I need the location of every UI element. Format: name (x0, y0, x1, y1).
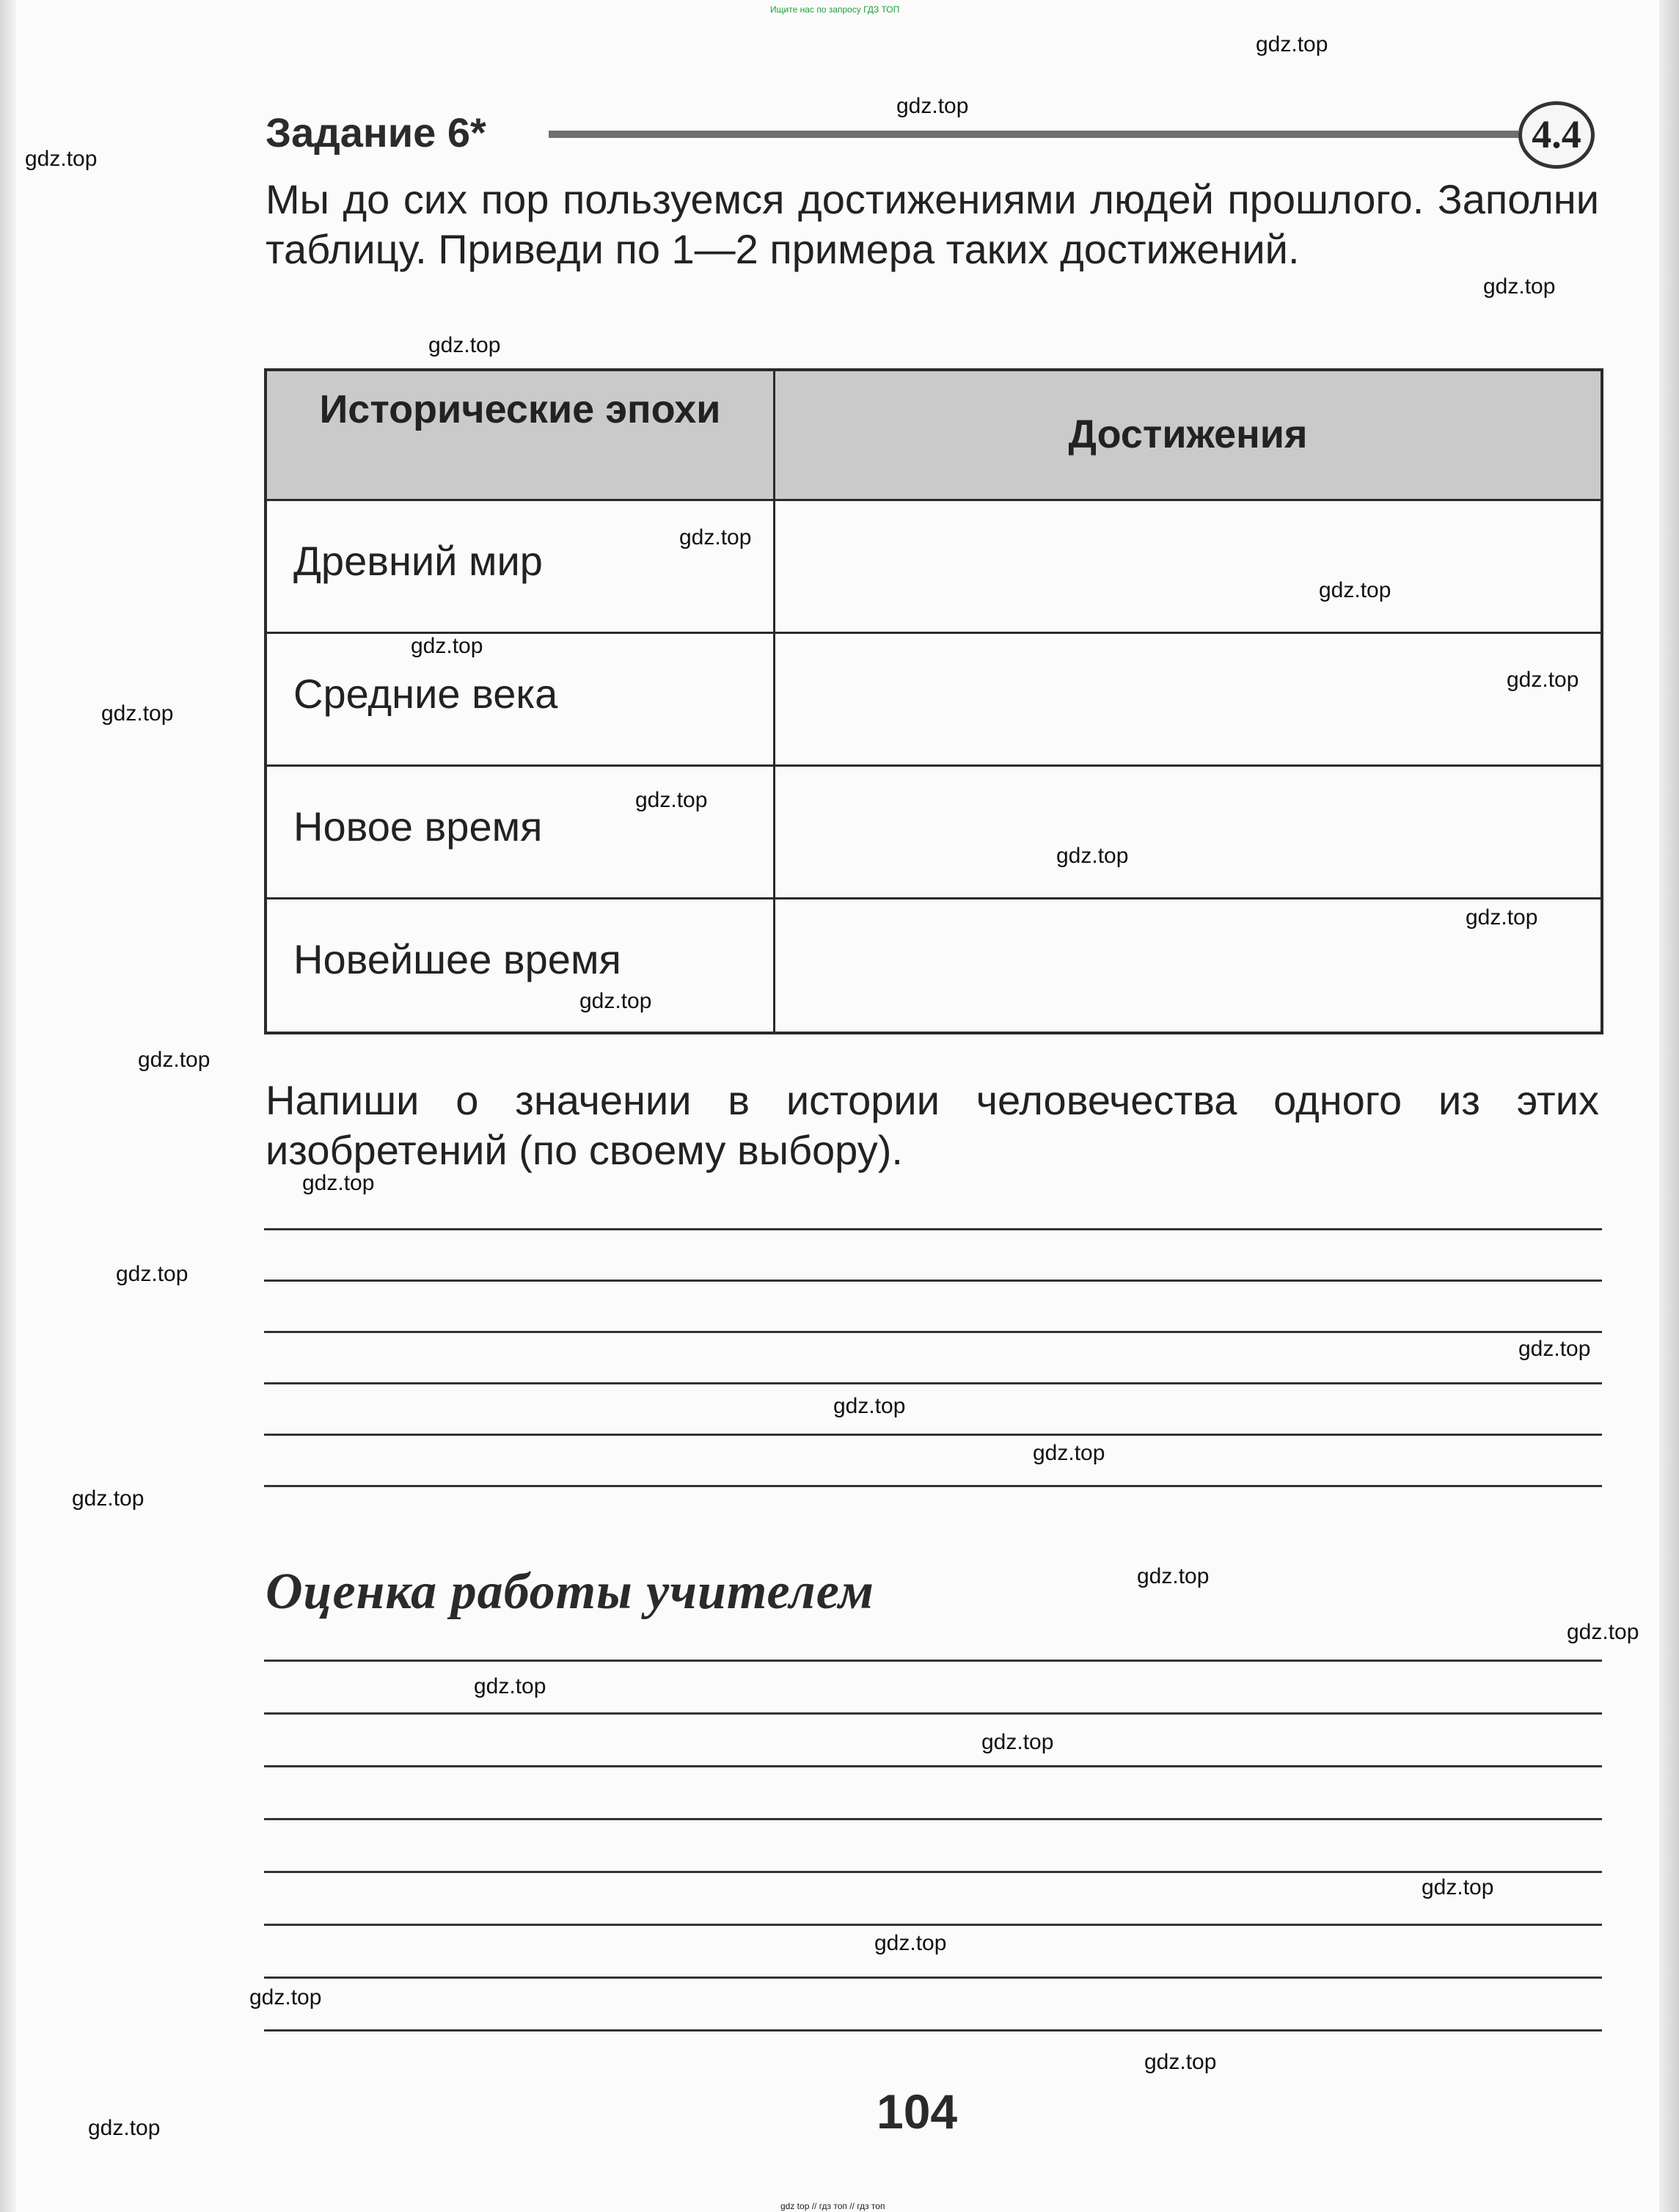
evaluation-line[interactable] (264, 1765, 1602, 1767)
watermark: gdz.top (116, 1262, 189, 1286)
watermark: gdz.top (72, 1486, 145, 1511)
task-title: Задание 6* (266, 109, 486, 156)
page-number: 104 (877, 2084, 958, 2139)
header-achievements: Достижения (1068, 412, 1308, 456)
watermark: gdz.top (1033, 1441, 1105, 1465)
era-middle-ages: Средние века (293, 671, 558, 717)
task-instruction: Мы до сих пор пользуемся достижениями людей прошлого. Заполни таблицу. Приведи по 1—2 примера таких достижений. (266, 176, 1599, 272)
watermark: gdz.top (1319, 578, 1391, 602)
answer-line[interactable] (264, 1382, 1602, 1384)
evaluation-line[interactable] (264, 1871, 1602, 1873)
answer-line[interactable] (264, 1331, 1602, 1333)
section-badge (1518, 101, 1595, 169)
watermark: gdz.top (1567, 1620, 1639, 1644)
answer-line[interactable] (264, 1485, 1602, 1487)
achievement-cell-middle-ages[interactable] (795, 640, 1587, 757)
watermark: gdz.top (874, 1931, 947, 1955)
watermark: gdz.top (1507, 668, 1579, 692)
answer-line[interactable] (264, 1280, 1602, 1282)
column-divider (773, 371, 775, 1032)
evaluation-line[interactable] (264, 1660, 1602, 1662)
watermark: gdz.top (411, 634, 483, 658)
teacher-evaluation-title: Оценка работы учителем (266, 1563, 874, 1620)
evaluation-line[interactable] (264, 2029, 1602, 2032)
evaluation-line[interactable] (264, 1818, 1602, 1820)
watermark: gdz.top (1422, 1875, 1494, 1899)
row-divider (267, 764, 1601, 767)
watermark: gdz.top (579, 989, 652, 1013)
watermark: gdz.top (138, 1048, 211, 1072)
bottom-footer-note[interactable]: gdz top // гдз топ // гдз топ (780, 2201, 885, 2211)
watermark: gdz.top (1144, 2050, 1217, 2074)
watermark: gdz.top (101, 701, 174, 726)
top-search-note[interactable]: Ищите нас по запросу ГДЗ ТОП (770, 4, 900, 15)
watermark: gdz.top (896, 94, 969, 118)
watermark: gdz.top (1056, 844, 1129, 868)
watermark: gdz.top (474, 1674, 546, 1698)
evaluation-line[interactable] (264, 1712, 1602, 1715)
watermark: gdz.top (249, 1985, 322, 2010)
row-divider (267, 897, 1601, 899)
section-badge-label: 4.4 (1532, 112, 1581, 156)
watermark: gdz.top (428, 333, 501, 357)
watermark: gdz.top (679, 525, 752, 550)
evaluation-line[interactable] (264, 1924, 1602, 1926)
era-contemporary-time: Новейшее время (293, 936, 621, 982)
answer-line[interactable] (264, 1228, 1602, 1230)
era-modern-time: Новое время (293, 803, 543, 850)
achievement-cell-modern-time[interactable] (795, 773, 1587, 890)
page-edge-shadow-left (0, 0, 16, 2212)
watermark: gdz.top (833, 1394, 906, 1418)
achievement-cell-ancient-world[interactable] (795, 507, 1587, 624)
page-edge-shadow-right (1659, 0, 1679, 2212)
question-text: Напиши о значении в истории человечества одного из этих изобретений (по своему выбору). (266, 1077, 1599, 1173)
epochs-table (264, 368, 1603, 1034)
watermark: gdz.top (25, 147, 98, 171)
watermark: gdz.top (1518, 1337, 1591, 1361)
watermark: gdz.top (1483, 274, 1556, 299)
watermark: gdz.top (1137, 1564, 1210, 1588)
watermark: gdz.top (88, 2116, 161, 2140)
answer-line[interactable] (264, 1434, 1602, 1436)
watermark: gdz.top (1466, 905, 1538, 930)
watermark: gdz.top (635, 788, 708, 812)
row-divider (267, 499, 1601, 501)
evaluation-line[interactable] (264, 1976, 1602, 1979)
watermark: gdz.top (1256, 32, 1328, 56)
watermark: gdz.top (302, 1171, 375, 1195)
task-title-rule (549, 131, 1518, 138)
header-epochs: Исторические эпохи (319, 387, 721, 431)
era-ancient-world: Древний мир (293, 538, 543, 584)
watermark: gdz.top (981, 1730, 1054, 1754)
